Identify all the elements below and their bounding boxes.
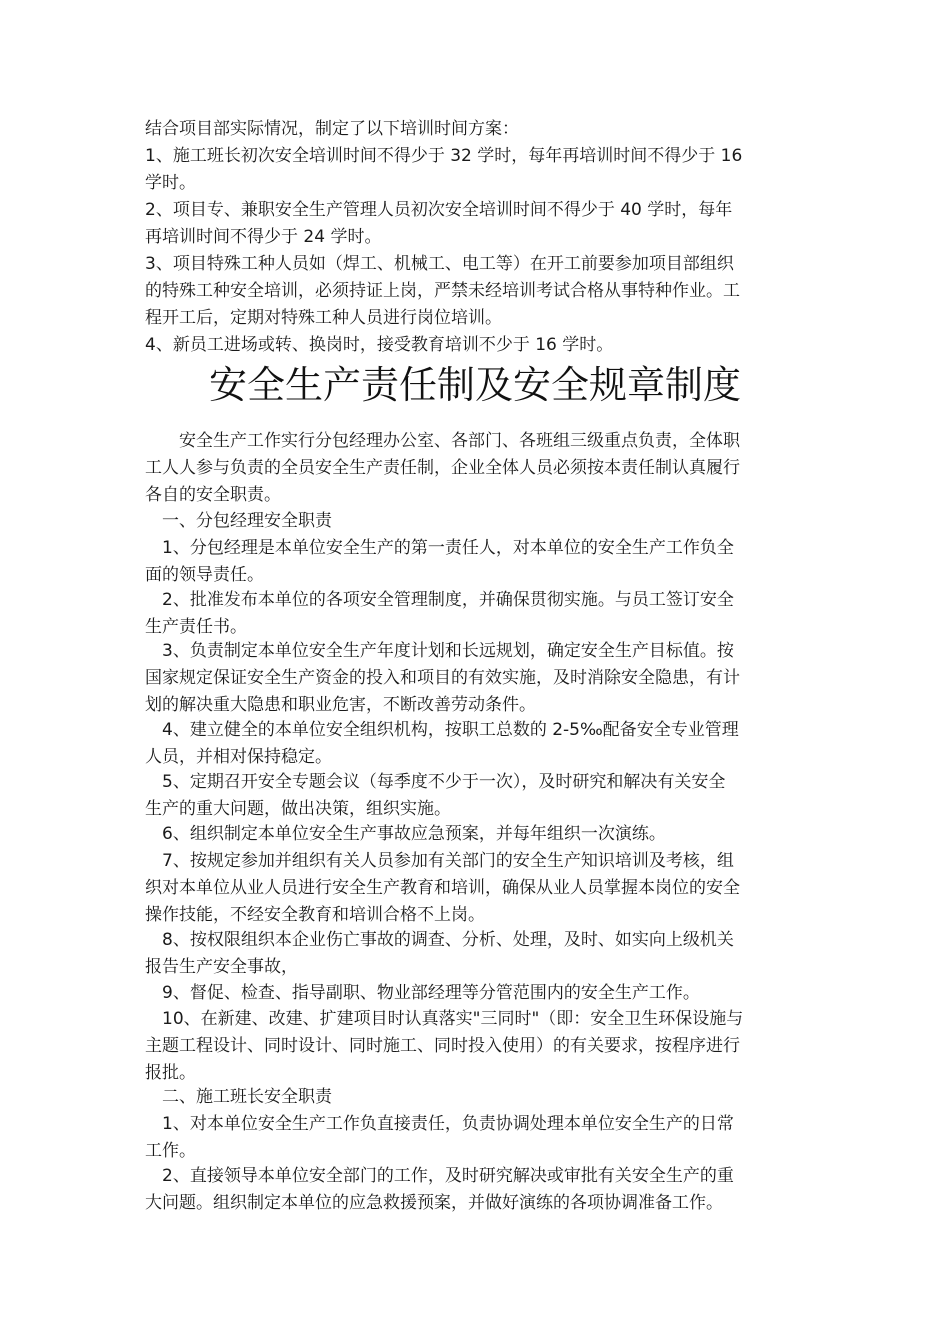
section-heading-manager: 一、分包经理安全职责 <box>145 511 332 531</box>
duty-line: 7、按规定参加并组织有关人员参加有关部门的安全生产知识培训及考核，组 <box>145 851 734 871</box>
duty-1-7 <box>145 848 815 929</box>
duty-line: 面的领导责任。 <box>145 565 264 585</box>
lead-line-2: 工人人参与负责的全员安全生产责任制，企业全体人员必须按本责任制认真履行 <box>145 458 740 478</box>
duty-1-10 <box>145 1006 815 1087</box>
training-item-2-cont: 再培训时间不得少于 24 学时。 <box>145 227 382 247</box>
duty-line: 1、分包经理是本单位安全生产的第一责任人，对本单位的安全生产工作负全 <box>145 538 734 558</box>
duty-line: 国家规定保证安全生产资金的投入和项目的有效实施，及时消除安全隐患，有计 <box>145 668 740 688</box>
duty-line: 4、建立健全的本单位安全组织机构，按职工总数的 2-5‰配备安全专业管理 <box>145 720 739 740</box>
training-item-1-cont: 学时。 <box>145 173 196 193</box>
duty-line: 报批。 <box>145 1063 196 1083</box>
training-intro: 结合项目部实际情况，制定了以下培训时间方案： <box>145 119 519 139</box>
duty-1-3 <box>145 638 815 719</box>
lead-line-1: 安全生产工作实行分包经理办公室、各部门、各班组三级重点负责，全体职 <box>145 431 740 451</box>
duty-line: 2、直接领导本单位安全部门的工作，及时研究解决或审批有关安全生产的重 <box>145 1166 734 1186</box>
duty-line: 主题工程设计、同时设计、同时施工、同时投入使用）的有关要求，按程序进行 <box>145 1036 740 1056</box>
duty-line: 划的解决重大隐患和职业危害，不断改善劳动条件。 <box>145 695 536 715</box>
training-item-4: 4、新员工进场或转、换岗时，接受教育培训不少于 16 学时。 <box>145 335 614 355</box>
training-item-2: 2、项目专、兼职安全生产管理人员初次安全培训时间不得少于 40 学时，每年 <box>145 200 733 220</box>
duty-line: 1、对本单位安全生产工作负直接责任，负责协调处理本单位安全生产的日常 <box>145 1114 734 1134</box>
duty-line: 生产的重大问题，做出决策，组织实施。 <box>145 799 451 819</box>
duty-line: 2、批准发布本单位的各项安全管理制度，并确保贯彻实施。与员工签订安全 <box>145 590 734 610</box>
duty-1-9 <box>145 980 815 1007</box>
duty-line: 9、督促、检查、指导副职、物业部经理等分管范围内的安全生产工作。 <box>145 983 700 1003</box>
duty-1-2 <box>145 587 815 641</box>
duty-1-5 <box>145 769 815 823</box>
duty-line: 生产责任书。 <box>145 617 247 637</box>
duty-line: 工作。 <box>145 1141 196 1161</box>
training-plan-list <box>145 116 815 359</box>
duty-1-4 <box>145 717 815 771</box>
duty-1-8 <box>145 927 815 981</box>
manager-duties-section <box>145 508 815 535</box>
duty-line: 大问题。组织制定本单位的应急救援预案，并做好演练的各项协调准备工作。 <box>145 1193 723 1213</box>
duty-line: 报告生产安全事故， <box>145 957 298 977</box>
duty-line: 10、在新建、改建、扩建项目时认真落实"三同时"（即：安全卫生环保设施与 <box>145 1009 744 1029</box>
duty-2-1 <box>145 1111 815 1165</box>
duty-line: 人员，并相对保持稳定。 <box>145 747 332 767</box>
duty-line: 织对本单位从业人员进行安全生产教育和培训，确保从业人员掌握本岗位的安全 <box>145 878 740 898</box>
duty-line: 操作技能，不经安全教育和培训合格不上岗。 <box>145 905 485 925</box>
training-item-3: 3、项目特殊工种人员如（焊工、机械工、电工等）在开工前要参加项目部组织 <box>145 254 734 274</box>
document-title: 安全生产责任制及安全规章制度 <box>208 363 741 407</box>
duty-1-6 <box>145 821 815 848</box>
duty-line: 6、组织制定本单位安全生产事故应急预案，并每年组织一次演练。 <box>145 824 666 844</box>
training-item-3-cont: 的特殊工种安全培训，必须持证上岗，严禁未经培训考试合格从事特种作业。工 <box>145 281 740 301</box>
lead-paragraph <box>145 428 815 509</box>
section-heading-team-leader: 二、施工班长安全职责 <box>145 1087 332 1107</box>
team-leader-duties-section <box>145 1084 815 1111</box>
duty-1-1 <box>145 535 815 589</box>
lead-line-3: 各自的安全职责。 <box>145 485 281 505</box>
duty-line: 8、按权限组织本企业伤亡事故的调查、分析、处理，及时、如实向上级机关 <box>145 930 734 950</box>
duty-2-2 <box>145 1163 815 1217</box>
duty-line: 5、定期召开安全专题会议（每季度不少于一次），及时研究和解决有关安全 <box>145 772 726 792</box>
duty-line: 3、负责制定本单位安全生产年度计划和长远规划，确定安全生产目标值。按 <box>145 641 734 661</box>
training-item-1: 1、施工班长初次安全培训时间不得少于 32 学时，每年再培训时间不得少于 16 <box>145 146 743 166</box>
training-item-3-cont2: 程开工后，定期对特殊工种人员进行岗位培训。 <box>145 308 502 328</box>
